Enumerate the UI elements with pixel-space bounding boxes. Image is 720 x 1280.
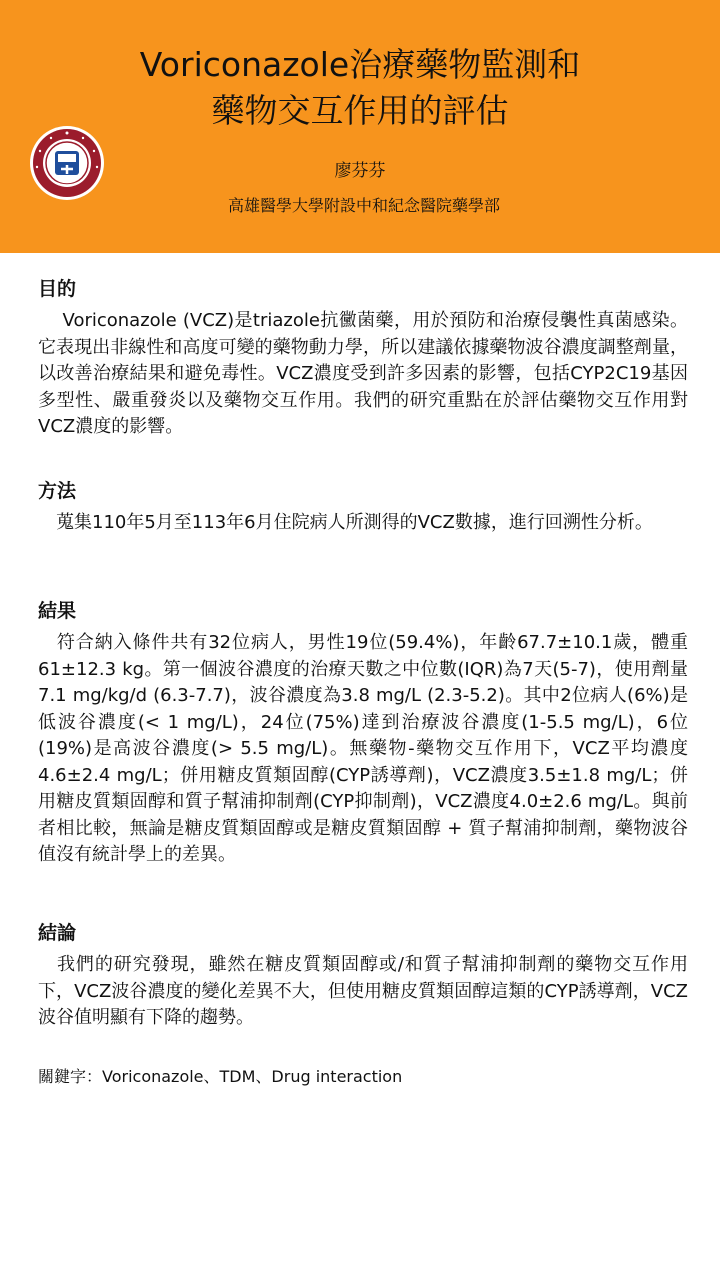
section-heading-conclusion: 結論 [38, 922, 77, 944]
section-conclusion [38, 920, 688, 1032]
keywords-line: 關鍵字：Voriconazole、TDM、Drug interaction [38, 1067, 403, 1086]
section-body-method: 蒐集110年5月至113年6月住院病人所測得的VCZ數據，進行回溯性分析。 [38, 512, 653, 533]
section-body-results: 符合納入條件共有32位病人，男性19位(59.4%)，年齡67.7±10.1歲，體重61±12.3 kg。第一個波谷濃度的治療天數之中位數(IQR)為7天(5-7)，使用劑量7.1 mg/kg/d (6.3-7.7)，波谷濃度為3.8 mg/L (2.3-5.2)。其中2位病人(6%)是低波谷濃度(< 1 mg/L)，24位(75%)達到治療波谷濃度(1-5.5 mg/L)，6位(19%)是高波谷濃度(> 5.5 mg/L)。無藥物-藥物交互作用下，VCZ平均濃度4.6±2.4 mg/L；併用糖皮質類固醇(CYP誘導劑)，VCZ濃度3.5±1.8 mg/L；併用糖皮質類固醇和質子幫浦抑制劑(CYP抑制劑)，VCZ濃度4.0±2.6 mg/L。與前者相比較，無論是糖皮質類固醇或是糖皮質類固醇 + 質子幫浦抑制劑，藥物波谷值沒有統計學上的差異。 [38, 632, 688, 865]
section-body-purpose: Voriconazole (VCZ)是triazole抗黴菌藥，用於預防和治療侵襲性真菌感染。它表現出非線性和高度可變的藥物動力學，所以建議依據藥物波谷濃度調整劑量，以改善治療結果和避免毒性。VCZ濃度受到許多因素的影響，包括CYP2C19基因多型性、嚴重發炎以及藥物交互作用。我們的研究重點在於評估藥物交互作用對VCZ濃度的影響。 [38, 310, 688, 437]
header-banner [0, 0, 720, 253]
section-heading-results: 結果 [38, 600, 77, 622]
section-method [38, 478, 688, 537]
poster-title [60, 42, 660, 134]
section-results [38, 598, 688, 869]
section-purpose [38, 276, 688, 441]
author-name: 廖芬芬 [334, 161, 386, 181]
title-line-1: Voriconazole治療藥物監測和 [139, 45, 581, 84]
section-body-conclusion: 我們的研究發現，雖然在糖皮質類固醇或/和質子幫浦抑制劑的藥物交互作用下，VCZ波谷濃度的變化差異不大，但使用糖皮質類固醇這類的CYP誘導劑，VCZ波谷值明顯有下降的趨勢。 [38, 954, 688, 1028]
section-heading-method: 方法 [38, 480, 77, 502]
title-line-2: 藥物交互作用的評估 [211, 91, 509, 130]
author-affiliation: 高雄醫學大學附設中和紀念醫院藥學部 [227, 196, 500, 215]
section-heading-purpose: 目的 [38, 278, 77, 300]
